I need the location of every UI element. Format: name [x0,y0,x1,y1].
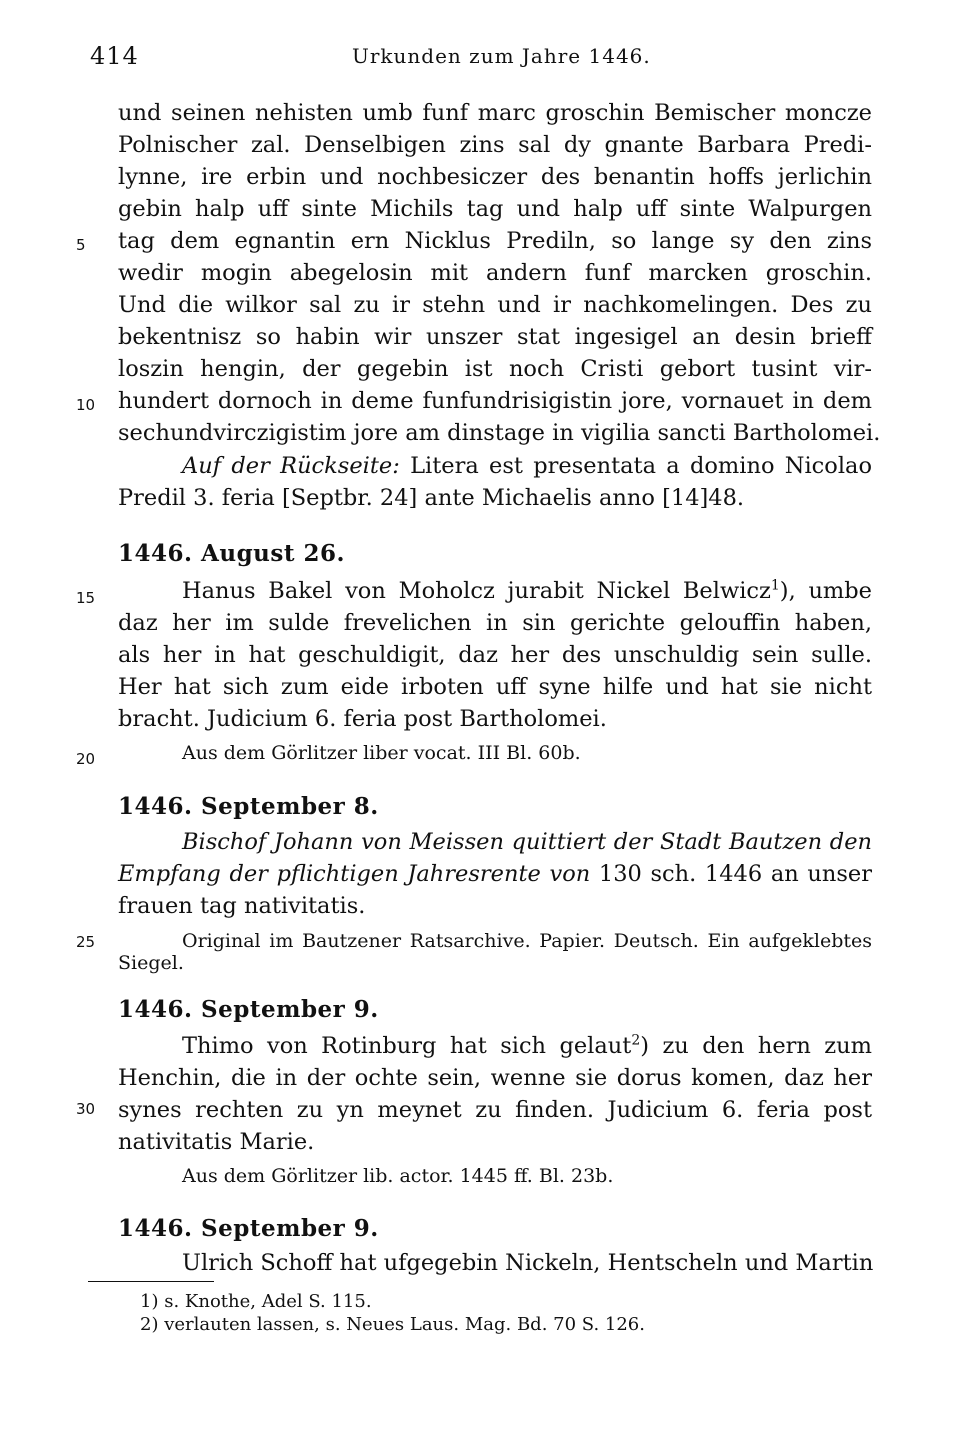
source-note: Aus dem Görlitzer liber vocat. III Bl. 60b. [182,742,581,764]
text-line: als her in hat geschuldigit, daz her des unschuldig sein sulle. [118,642,872,668]
text-line: nativitatis Marie. [118,1129,315,1155]
text-line: Hanus Bakel von Moholcz jurabit Nickel Belwicz$^1$), umbe [182,577,872,604]
text-line: Ulrich Schoff hat ufgegebin Nickeln, Hentscheln und Martin [182,1250,874,1276]
line-number: 25 [76,933,96,951]
line-number: 10 [76,396,96,414]
text-line: wedir mogin abegelosin mit andern funf marcken groschin. [118,260,872,286]
text-line: tag dem egnantin ern Nicklus Prediln, so lange sy den zins [118,228,872,254]
text-line: loszin hengin, der gegebin ist noch Cristi gebort tusint vir- [118,356,872,382]
line-number: 30 [76,1100,96,1118]
text-line: und seinen nehisten umb funf marc groschin Bemischer moncze [118,100,872,126]
endorsement-label: Auf der Rückseite: [182,453,400,479]
text-line: synes rechten zu yn meynet zu finden. Judicium 6. feria post [118,1097,872,1123]
text-line: frauen tag nativitatis. [118,893,366,919]
text-line: Thimo von Rotinburg hat sich gelaut$^2$) zu den hern zum [182,1032,872,1059]
source-note: Original im Bautzener Ratsarchive. Papier. Deutsch. Ein aufgeklebtes [182,930,872,952]
text-line: gebin halp uff sinte Michils tag und halp uff sinte Walpurgen [118,196,872,222]
endorsement-line: Auf der Rückseite: Litera est presentata a domino Nicolao [182,453,872,479]
footnote-rule [88,1281,214,1282]
page-number: 414 [90,42,139,70]
text-line: lynne, ire erbin und nochbesiczer des benantin hoffs jerlichin [118,164,872,190]
text-line: Polnischer zal. Denselbigen zins sal dy gnante Barbara Predi- [118,132,872,158]
footnote-ref: 1 [770,577,780,594]
page-header [0,42,960,76]
text-line: Empfang der pflichtigen Jahresrente von 130 sch. 1446 an unser [118,861,872,887]
running-head: Urkunden zum Jahre 1446. [352,44,651,68]
document-heading: 1446. September 9. [118,1215,379,1242]
document-heading: 1446. September 9. [118,996,379,1023]
source-note: Siegel. [118,952,184,974]
line-number: 5 [76,236,86,254]
footnote: 1) s. Knothe, Adel S. 115. [140,1291,372,1312]
line-number: 20 [76,750,96,768]
text-line: bracht. Judicium 6. feria post Bartholomei. [118,706,607,732]
document-heading: 1446. September 8. [118,793,379,820]
text-line: sechundvirczigistim jore am dinstage in vigilia sancti Bartholomei. [118,420,881,446]
source-note: Aus dem Görlitzer lib. actor. 1445 ff. Bl. 23b. [182,1165,614,1187]
text-line: Her hat sich zum eide irboten uff syne hilfe und hat sie nicht [118,674,872,700]
footnote: 2) verlauten lassen, s. Neues Laus. Mag. Bd. 70 S. 126. [140,1314,645,1335]
text-line: Predil 3. feria [Septbr. 24] ante Michaelis anno [14]48. [118,485,745,511]
document-heading: 1446. August 26. [118,540,345,567]
text-line: Und die wilkor sal zu ir stehn und ir nachkomelingen. Des zu [118,292,872,318]
text-line: bekentnisz so habin wir unszer stat ingesigel an desin brieff [118,324,872,350]
text-line: hundert dornoch in deme funfundrisigistin jore, vornauet in dem [118,388,872,414]
text-line: daz her im sulde frevelichen in sin gerichte gelouffin haben, [118,610,872,636]
text-line: Henchin, die in der ochte sein, wenne sie dorus komen, daz her [118,1065,872,1091]
footnote-ref: 2 [631,1032,641,1049]
regest-line: Bischof Johann von Meissen quittiert der Stadt Bautzen den [182,829,872,855]
line-number: 15 [76,589,96,607]
